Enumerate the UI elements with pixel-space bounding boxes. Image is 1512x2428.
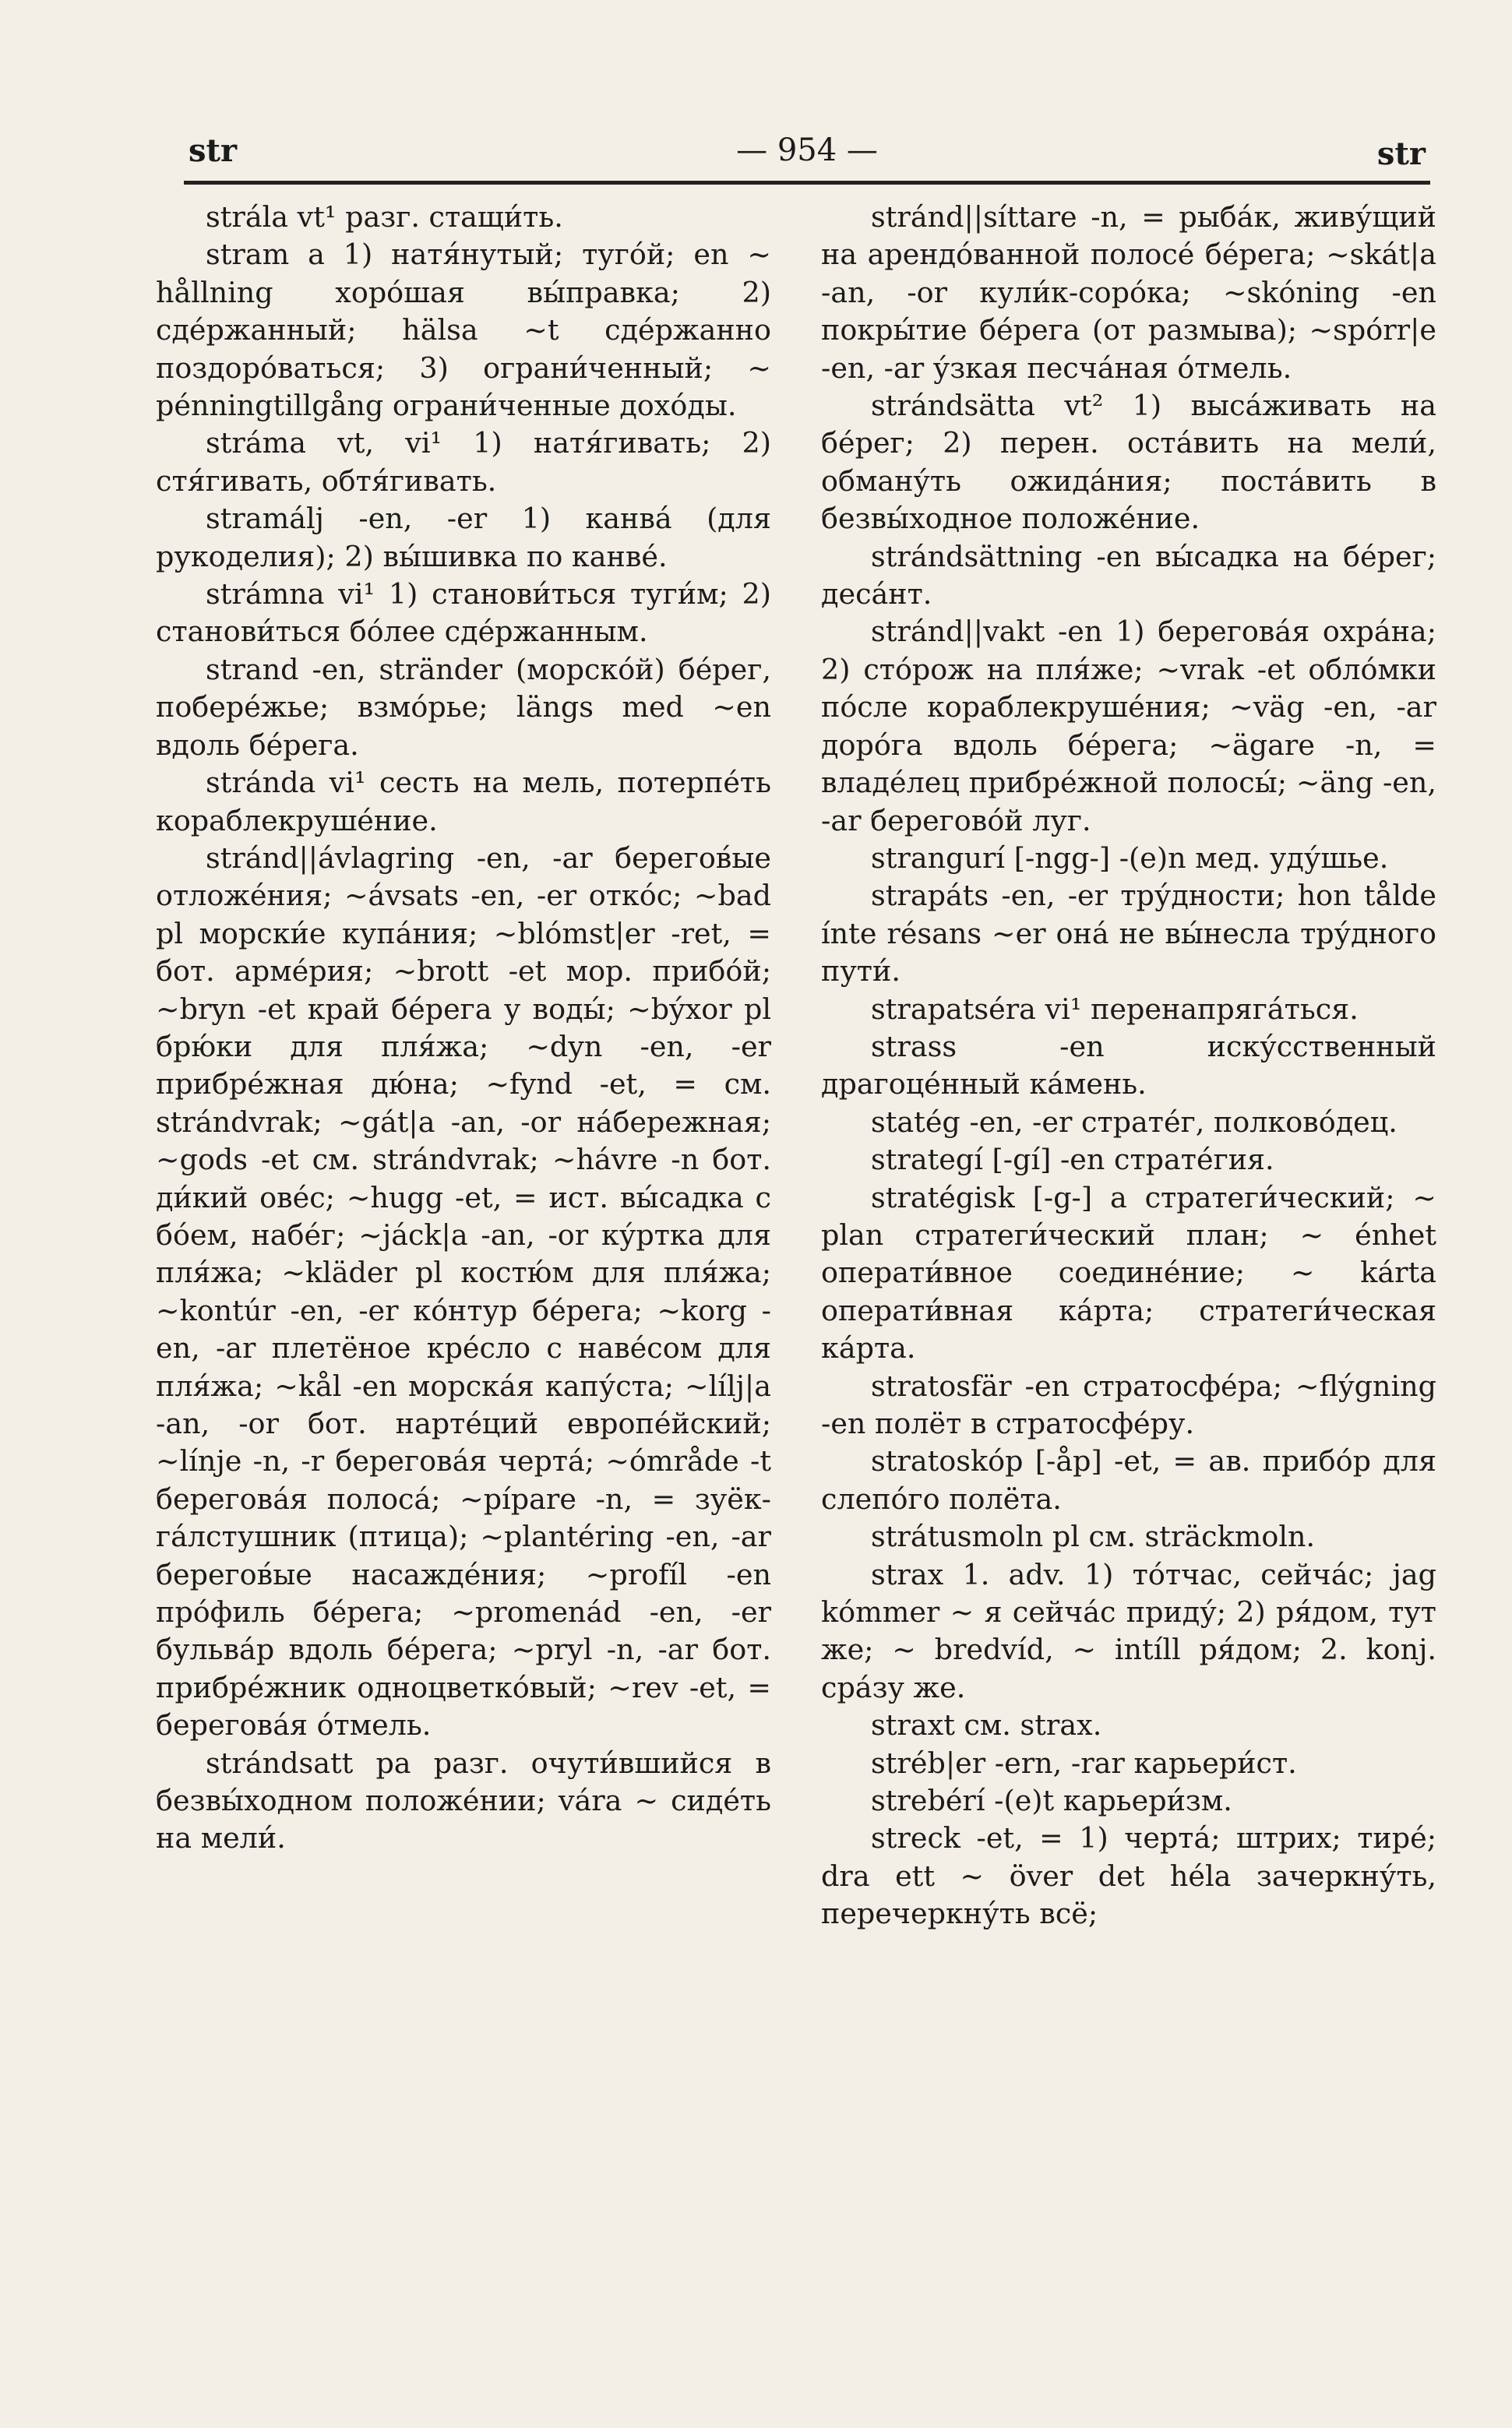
header-rule — [184, 181, 1430, 185]
dictionary-entry: strax 1. adv. 1) то́тчас, сейча́с; jag kómmer ~ я сейча́с приду́; 2) ря́дом, тут же; ~ bredvíd, ~ intíll ря́дом; 2. konj. сра́зу же. — [821, 1557, 1436, 1704]
dictionary-entry: stram a 1) натя́нутый; туго́й; en ~ hållning хоро́шая вы́правка; 2) сде́ржанный; hälsa ~t сде́ржанно поздоро́ваться; 3) ограни́ченный; ~ pénningtillgång ограни́ченные дохо́ды. — [156, 238, 771, 423]
page-header — [184, 132, 1430, 179]
dictionary-entry: strapatséra vi¹ перенапряга́ться. — [871, 992, 1359, 1026]
dictionary-entry: stratégisk [-g-] a стратеги́ческий; ~ plan стратеги́ческий план; ~ énhet операти́вное соедине́ние; ~ kárta операти́вная ка́рта; стратеги́ческая ка́рта. — [821, 1180, 1436, 1366]
right-column — [821, 199, 1436, 1933]
dictionary-entry: stránda vi¹ сесть на мель, потерпе́ть кораблекруше́ние. — [156, 766, 771, 837]
dictionary-entry: strándsättning -en вы́садка на бе́рег; деса́нт. — [821, 539, 1436, 611]
dictionary-entry: stránd||ávlagring -en, -ar берегов́ые отложе́ния; ~ávsats -en, -er отко́с; ~bad pl морски́е купа́ния; ~blómst|er -ret, = бот. арме́рия; ~brott -et мор. прибо́й; ~bryn -et край бе́рега у воды́; ~býxor pl брю́ки для пля́жа; ~dyn -en, -er прибре́жная дю́на; ~fynd -et, = см. strándvrak; ~gát|a -an, -or на́бережная; ~gods -et см. strándvrak; ~hávre -n бот. ди́кий ове́с; ~hugg -et, = ист. вы́садка с бо́ем, набе́г; ~jáck|a -an, -or ку́ртка для пля́жа; ~kläder pl костю́м для пля́жа; ~kontúr -en, -er ко́нтур бе́рега; ~korg -en, -ar плетёное кре́сло с наве́сом для пля́жа; ~kål -en морска́я капу́ста; ~lílj|a -an, -or бот. нарте́ций европе́йский; ~línje -n, -r берегова́я черта́; ~ómråde -t берегова́я полоса́; ~pípare -n, = зуёк-га́лстушник (птица); ~plantéring -en, -ar берегов́ые насажде́ния; ~profíl -en про́филь бе́рега; ~promenád -en, -er бульва́р вдоль бе́рега; ~pryl -n, -ar бот. прибре́жник одноцветко́вый; ~rev -et, = берегова́я о́тмель. — [156, 840, 771, 1743]
dictionary-entry: stréb|er -ern, -rar карьери́ст. — [871, 1746, 1297, 1780]
dictionary-entry: strand -en, stränder (морско́й) бе́рег, побере́жье; взмо́рье; längs med ~en вдоль бе́рега. — [156, 652, 771, 762]
dictionary-entry: straxt см. strax. — [871, 1708, 1102, 1743]
dictionary-entry: statég -en, -er страте́г, полково́дец. — [871, 1105, 1397, 1139]
dictionary-entry: stráma vt, vi¹ 1) натя́гивать; 2) стя́гивать, обтя́гивать. — [156, 426, 771, 498]
dictionary-entry: stránd||síttare -n, = рыба́к, живу́щий на арендо́ванной полосе́ бе́рега; ~skát|a -an, -or кули́к-соро́ка; ~skóning -en покры́тие бе́рега (от размыва); ~spórr|e -en, -ar у́зкая песча́ная о́тмель. — [821, 200, 1436, 385]
dictionary-entry: strategí [-gí] -en страте́гия. — [871, 1143, 1274, 1177]
page-number: — 954 — — [736, 132, 878, 168]
dictionary-entry: strámna vi¹ 1) станови́ться туги́м; 2) станови́ться бо́лее сде́ржанным. — [156, 577, 771, 649]
dictionary-entry: stratosfär -en стратосфе́ра; ~flýgning -en полёт в стратосфе́ру. — [821, 1369, 1436, 1440]
dictionary-entry: strátusmoln pl см. sträckmoln. — [871, 1520, 1316, 1554]
dictionary-entry: strebérí -(e)t карьери́зм. — [871, 1784, 1232, 1818]
dictionary-entry: strapáts -en, -er тру́дности; hon tålde ínte résans ~er она́ не вы́несла тру́дного пути́. — [821, 879, 1436, 988]
dictionary-entry: stratoskóp [-åp] -et, = ав. прибо́р для слепо́го полёта. — [821, 1444, 1436, 1516]
dictionary-entry: strass -en иску́сственный драгоце́нный ка́мень. — [821, 1029, 1436, 1101]
left-column — [156, 199, 771, 1858]
dictionary-entry: strála vt¹ разг. стащи́ть. — [206, 200, 563, 234]
dictionary-entry: streck -et, = 1) черта́; штрих; тире́; dra ett ~ över det héla зачеркну́ть, перечеркну́ть всё; — [821, 1821, 1436, 1931]
dictionary-entry: strándsatt pa разг. очути́вшийся в безвы́ходном положе́нии; vára ~ сиде́ть на мели́. — [156, 1746, 771, 1855]
dictionary-entry: stramálj -en, -er 1) канва́ (для рукоделия); 2) вы́шивка по канве́. — [156, 502, 771, 573]
dictionary-entry: stránd||vakt -en 1) берегова́я охра́на; 2) сто́рож на пля́же; ~vrak -et обло́мки по́сле кораблекруше́ния; ~väg -en, -ar доро́га вдоль бе́рега; ~ägare -n, = владе́лец прибре́жной полосы́; ~äng -en, -ar берегово́й луг. — [821, 615, 1436, 837]
left-guide-word: str — [189, 132, 238, 169]
dictionary-entry: strándsätta vt² 1) выса́живать на бе́рег; 2) перен. оста́вить на мели́, обману́ть ожида́ния; поста́вить в безвы́ходное положе́ние. — [821, 389, 1436, 536]
right-guide-word: str — [1376, 136, 1426, 172]
dictionary-entry: strangurí [-ngg-] -(e)n мед. уду́шье. — [871, 840, 1389, 875]
